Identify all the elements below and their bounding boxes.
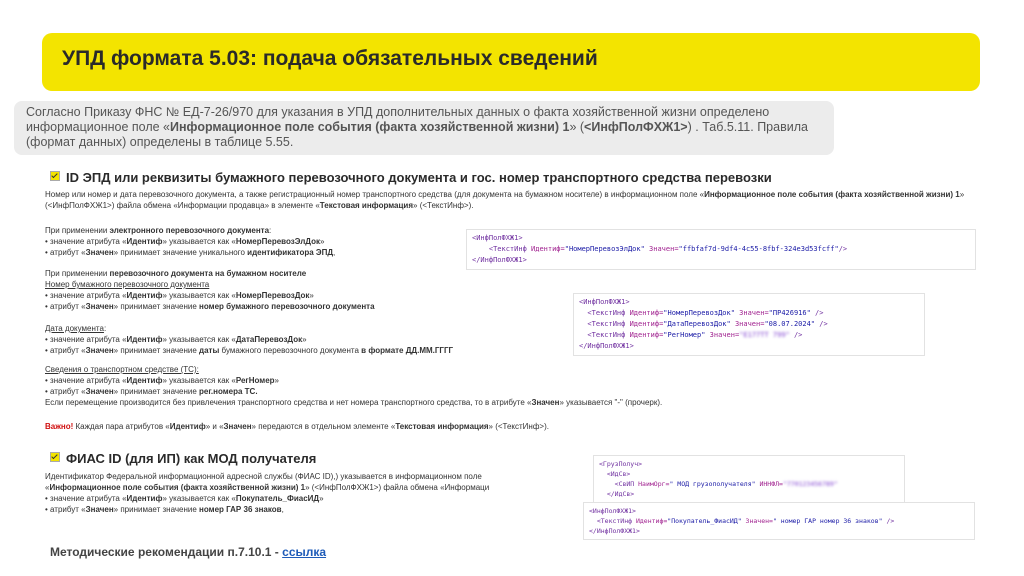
checkbox-icon <box>50 171 60 181</box>
section1-heading: ID ЭПД или реквизиты бумажного перевозочного документа и гос. номер транспортного средства перевозки <box>50 170 772 185</box>
code-paper: <ИнфПолФХЖ1> <ТекстИнф Идентиф="НомерПеревозДок" Значен="ПР426916" /> <ТекстИнф Идентиф="ДатаПеревозДок" Значен="08.07.2024" /> <ТекстИнф Идентиф="РегНомер" Значен="Е177ТТ 799" /> </ИнфПолФХЖ1> <box>573 293 925 356</box>
checkbox-icon <box>50 452 60 462</box>
warning-note: Важно! Каждая пара атрибутов «Идентиф» и «Значен» передаются в отдельном элементе «Текстовая информация» (<ТекстИнф>). <box>45 422 549 431</box>
footer-note: Методические рекомендации п.7.10.1 - ссылка <box>50 545 327 559</box>
intro-text: Согласно Приказу ФНС № ЕД-7-26/970 для указания в УПД дополнительных данных о факта хозяйственной жизни определено информационное поле «Информационное поле события (факта хозяйственной жизни) 1» (<ИнфПолФХЖ1>) . Таб.5.11. Правила (формат данных) определены в таблице 5.55. <box>26 105 808 149</box>
code-fias: <ИнфПолФХЖ1> <ТекстИнф Идентиф="Покупатель_ФиасИД" Значен=" номер ГАР номер 36 знаков" /> </ИнфПолФХЖ1> <box>583 502 975 540</box>
blurred-inn: "770123456789" <box>782 480 838 488</box>
code-gruzpoluch: <ГрузПолуч> <ИдСв> <СвИП НаимОрг=" МОД грузополучателя" ИННФЛ="770123456789" </ИдСв> <box>593 455 905 503</box>
paper-block: При применении перевозочного документа на бумажном носителе Номер бумажного перевозочного документа • значение атрибута «Идентиф» указывается как «НомерПеревозДок» • атрибут «Значен» принимает значение номер бумажного перевозочного документа <box>45 269 375 311</box>
title-bar <box>42 33 980 91</box>
section2-heading: ФИАС ID (для ИП) как МОД получателя <box>50 451 316 466</box>
methodology-link[interactable]: ссылка <box>282 545 327 559</box>
intro-box <box>14 101 834 155</box>
epd-block: При применении электронного перевозочного документа: • значение атрибута «Идентиф» указывается как «НомерПеревозЭлДок» • атрибут «Значен» принимает значение уникального идентификатора ЭПД, <box>45 226 336 257</box>
ts-block: Сведения о транспортном средстве (ТС): • значение атрибута «Идентиф» указывается как «РегНомер» • атрибут «Значен» принимает значение рег.номера ТС. Если перемещение производится без привлечения транспортного средства и нет номера транспортного средства, то в атрибуте «Значен» указывается "-" (прочерк). <box>45 365 663 407</box>
blurred-value: "Е177ТТ 799" <box>739 331 790 339</box>
fias-block: Идентификатор Федеральной информационной адресной службы (ФИАС ID),) указывается в информационном поле «Информационное поле события (факта хозяйственной жизни) 1» (<ИнфПолФХЖ1>) файла обмена «Информаци • значение атрибута «Идентиф» указывается как «Покупатель_ФиасИД» • атрибут «Значен» принимает значение номер ГАР 36 знаков, <box>45 472 490 514</box>
date-block: Дата документа: • значение атрибута «Идентиф» указывается как «ДатаПеревозДок» • атрибут «Значен» принимает значение даты бумажного перевозочного документа в формате ДД.ММ.ГГГГ <box>45 324 454 355</box>
section1-desc: Номер или номер и дата перевозочного документа, а также регистрационный номер транспортного средства (для документа на бумажном носителе) в информационном поле «Информационное поле события (факта хозяйственной жизни) 1» (<ИнфПолФХЖ1>) файла обмена «Информации продавца» в элементе «Текстовая информация» (<ТекстИнф>). <box>45 190 965 210</box>
page-title: УПД формата 5.03: подача обязательных сведений <box>62 47 598 70</box>
code-epd: <ИнфПолФХЖ1> <ТекстИнф Идентиф="НомерПеревозЭлДок" Значен="ffbfaf7d-9df4-4c55-8fbf-324e3d53fcff"/> </ИнфПолФХЖ1> <box>466 229 976 270</box>
